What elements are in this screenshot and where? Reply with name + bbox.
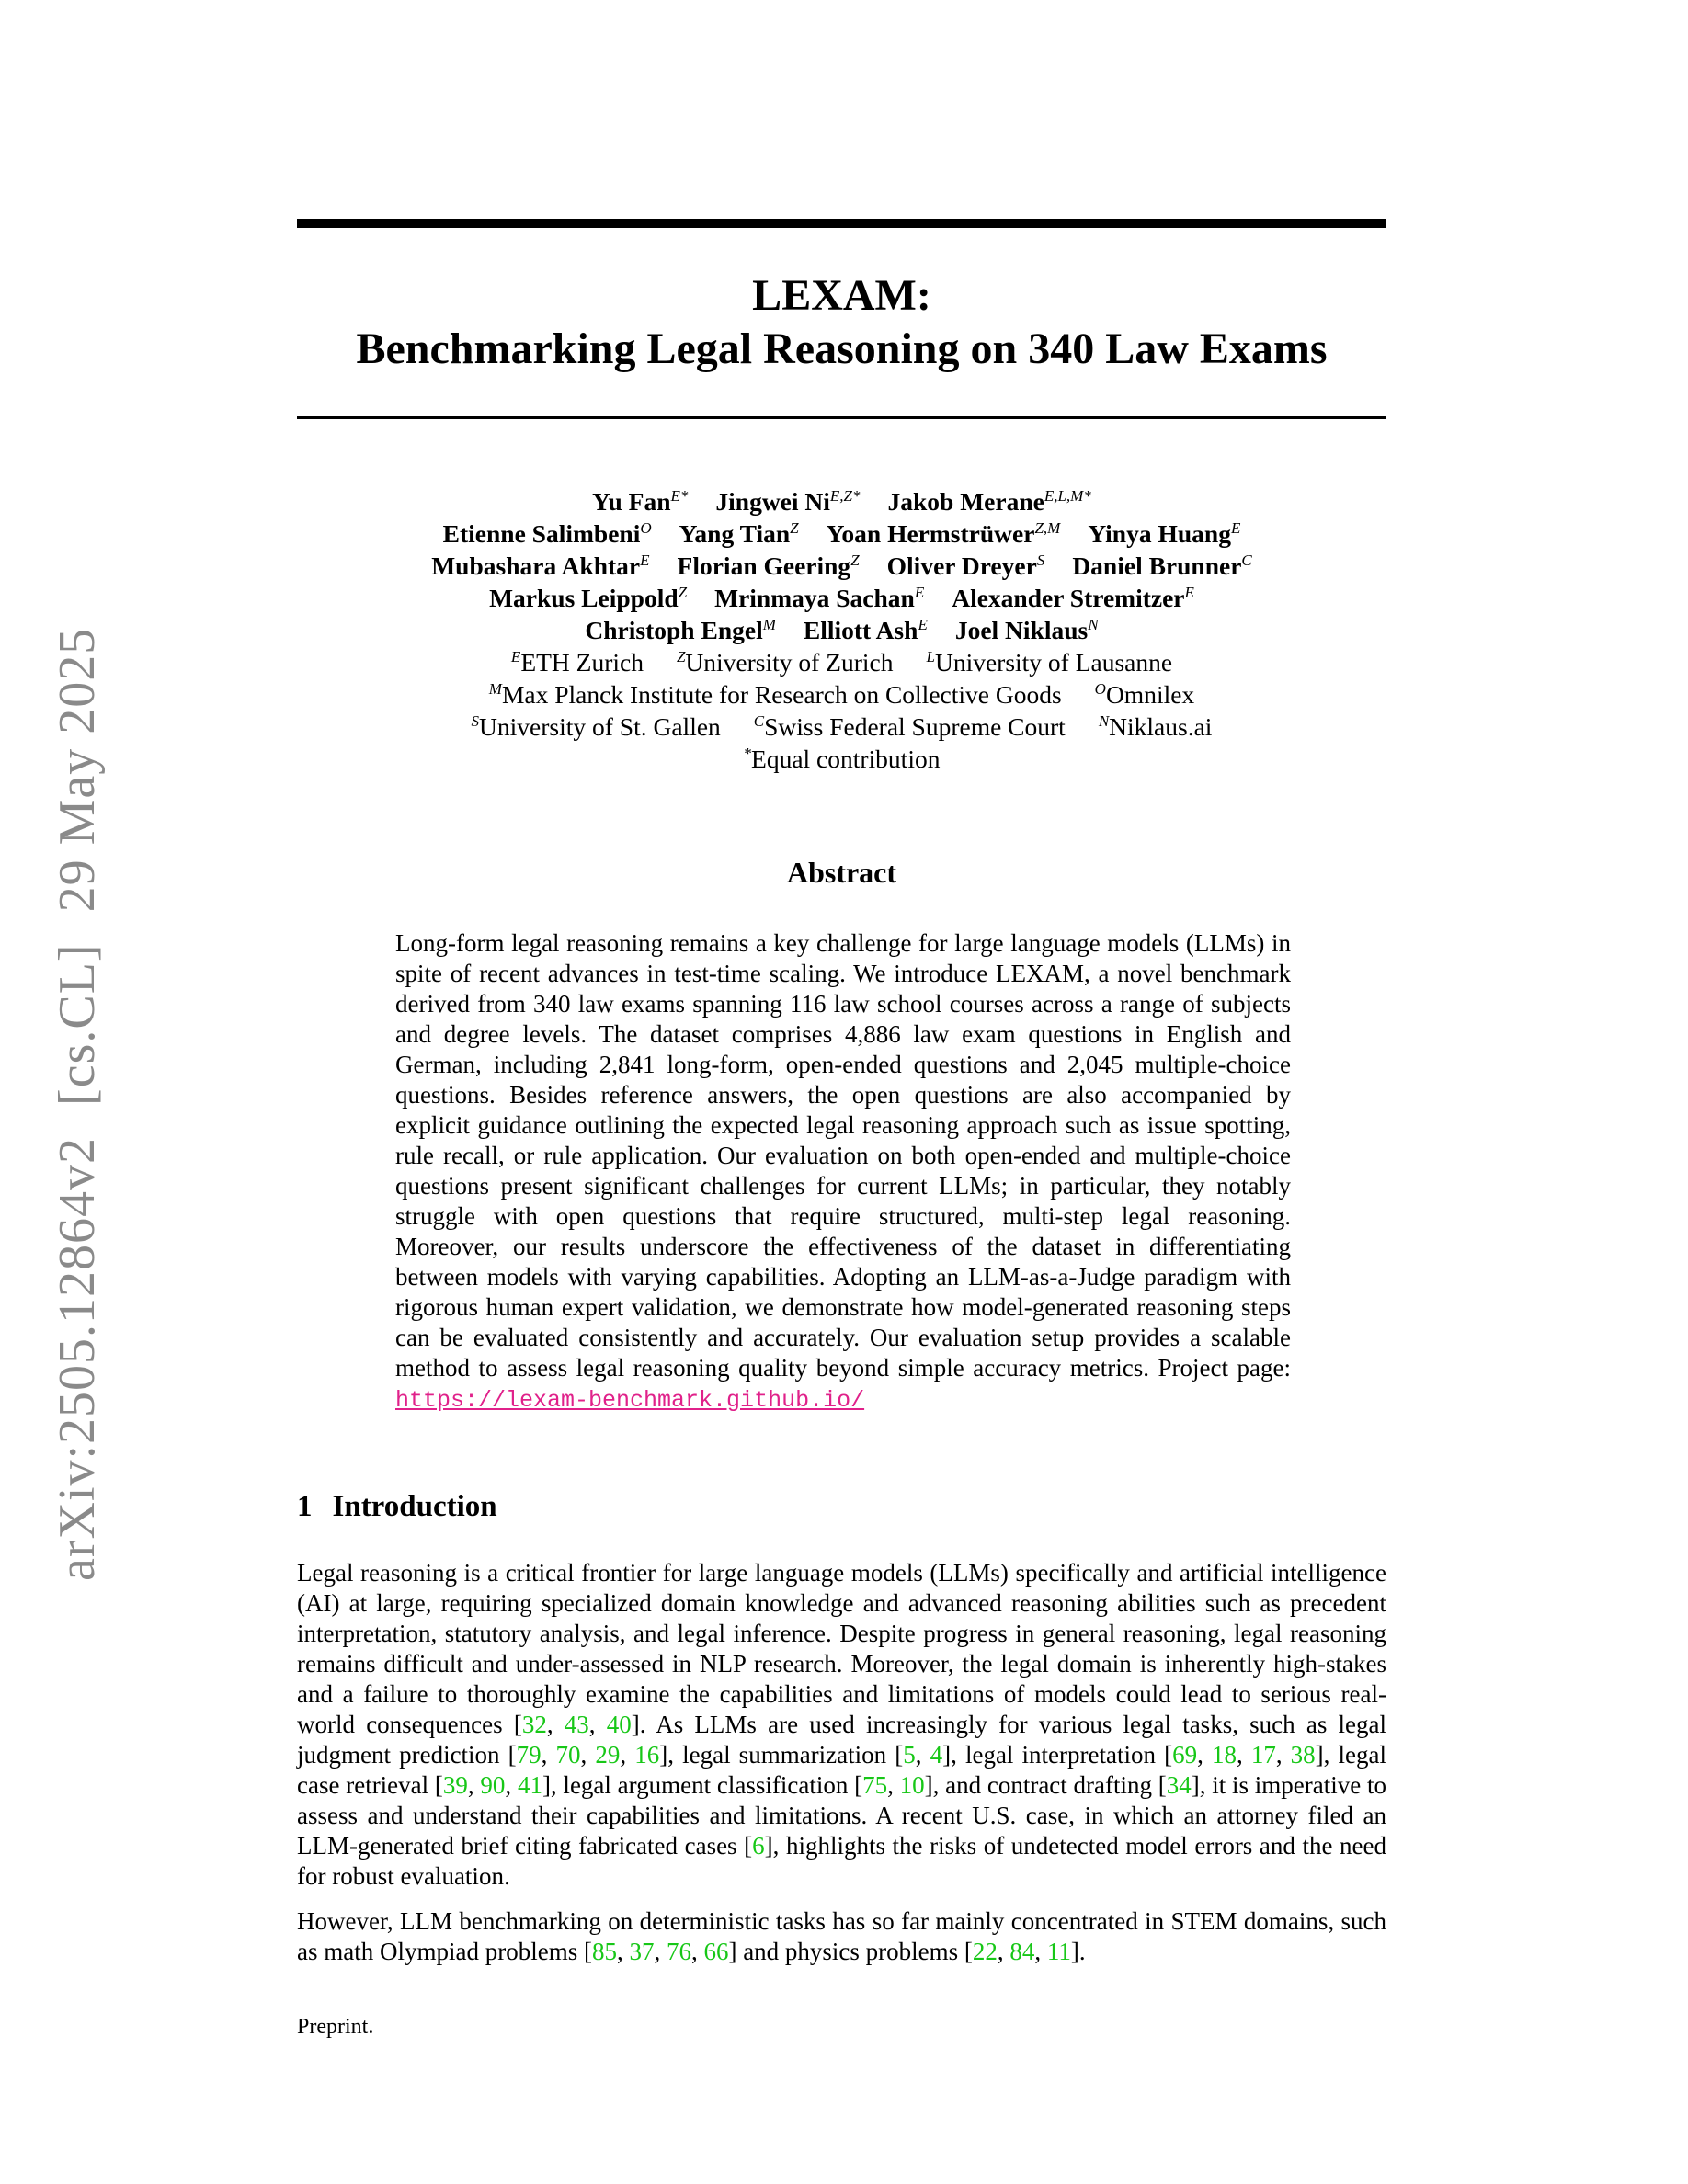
author-name-text: Daniel Brunner bbox=[1072, 552, 1242, 580]
paragraph-text: , bbox=[1197, 1741, 1212, 1769]
author-affiliation-marker: E* bbox=[670, 487, 689, 505]
paragraph-text: , bbox=[997, 1938, 1010, 1965]
abstract-heading: Abstract bbox=[786, 856, 897, 889]
author-name-text: Florian Geering bbox=[677, 552, 851, 580]
citation-link[interactable]: 11 bbox=[1046, 1938, 1071, 1965]
affiliation-name: University of St. Gallen bbox=[479, 712, 721, 741]
author-name bbox=[431, 550, 649, 582]
author-name bbox=[887, 550, 1045, 582]
affiliation-name: Omnilex bbox=[1105, 680, 1195, 709]
author-name-text: Etienne Salimbeni bbox=[442, 519, 641, 548]
arxiv-category: [cs.CL] bbox=[49, 943, 106, 1106]
author-name-text: Joel Niklaus bbox=[954, 616, 1089, 644]
citation-link[interactable]: 34 bbox=[1166, 1771, 1192, 1799]
paper-title-line-2: Benchmarking Legal Reasoning on 340 Law Exams bbox=[356, 324, 1328, 373]
affiliation bbox=[754, 711, 1066, 743]
affiliation bbox=[677, 646, 894, 678]
author-name bbox=[715, 485, 860, 518]
paragraph-text: , bbox=[1275, 1741, 1291, 1769]
citation-link[interactable]: 10 bbox=[899, 1771, 925, 1799]
author-name bbox=[888, 485, 1091, 518]
author-name-text: Mrinmaya Sachan bbox=[714, 584, 915, 612]
citation-link[interactable]: 38 bbox=[1290, 1741, 1316, 1769]
author-list bbox=[297, 485, 1386, 646]
affiliation-row bbox=[297, 743, 1386, 775]
affiliation-marker: E bbox=[510, 648, 521, 665]
paragraph-text: , bbox=[467, 1771, 481, 1799]
author-affiliation-marker: O bbox=[640, 519, 652, 537]
abstract-body: Long-form legal reasoning remains a key challenge for large language models (LLMs) in spite of recent advances in test-time scaling. We introduce LEXAM, a novel benchmark derived from 340 law exams spanning 116 law school courses across a range of subjects and degree levels. The dataset comprises 4,886 law exam questions in English and German, including 2,841 long-form, open-ended questions and 2,045 multiple-choice questions. Besides reference answers, the open questions are also accompanied by explicit guidance outlining the expected legal reasoning approach such as issue spotting, rule recall, or rule application. Our evaluation on both open-ended and multiple-choice questions present significant challenges for current LLMs; in particular, they notably struggle with open questions that require structured, multi-step legal reasoning. Moreover, our results underscore the effectiveness of the dataset in differentiating between models with varying capabilities. Adopting an LLM-as-a-Judge paradigm with rigorous human expert validation, we demonstrate how model-generated reasoning steps can be evaluated consistently and accurately. Our evaluation setup provides a scalable method to assess legal reasoning quality beyond simple accuracy metrics. Project page: bbox=[395, 929, 1291, 1382]
affiliation bbox=[511, 646, 644, 678]
author-affiliation-marker: Z bbox=[790, 519, 799, 537]
project-page-link[interactable]: https://lexam-benchmark.github.io/ bbox=[395, 1387, 865, 1414]
introduction-body bbox=[297, 1558, 1386, 1967]
section-heading-introduction bbox=[297, 1490, 497, 1524]
paragraph-text: ]. bbox=[1070, 1938, 1086, 1965]
author-affiliation-marker: E bbox=[1184, 584, 1194, 601]
paragraph-text: , bbox=[1236, 1741, 1251, 1769]
arxiv-identifier-sidebar bbox=[48, 628, 107, 1581]
citation-link[interactable]: 4 bbox=[930, 1741, 943, 1769]
citation-link[interactable]: 79 bbox=[516, 1741, 542, 1769]
affiliation-marker: M bbox=[488, 680, 502, 698]
paragraph-text: ], legal argument classification [ bbox=[542, 1771, 863, 1799]
paragraph-text: , bbox=[1034, 1938, 1047, 1965]
author-affiliation-marker: C bbox=[1241, 552, 1252, 569]
author-name-text: Markus Leippold bbox=[489, 584, 679, 612]
affiliation-marker: N bbox=[1098, 712, 1110, 730]
author-name-text: Yu Fan bbox=[592, 487, 671, 516]
citation-link[interactable]: 70 bbox=[555, 1741, 581, 1769]
citation-link[interactable]: 39 bbox=[442, 1771, 468, 1799]
affiliation bbox=[1095, 678, 1195, 711]
affiliation bbox=[489, 678, 1062, 711]
author-affiliation-marker: E bbox=[918, 616, 928, 633]
introduction-paragraph-1 bbox=[297, 1558, 1386, 1892]
citation-link[interactable]: 40 bbox=[606, 1711, 632, 1738]
author-row bbox=[297, 485, 1386, 518]
affiliation-list bbox=[297, 646, 1386, 775]
author-name-text: Alexander Stremitzer bbox=[952, 584, 1185, 612]
paragraph-text: , bbox=[505, 1771, 518, 1799]
paragraph-text: ], legal interpretation [ bbox=[942, 1741, 1173, 1769]
paragraph-text: , bbox=[616, 1938, 630, 1965]
citation-link[interactable]: 16 bbox=[634, 1741, 660, 1769]
author-name bbox=[804, 614, 928, 646]
title-rule-bottom bbox=[297, 416, 1386, 419]
section-number: 1 bbox=[297, 1490, 313, 1523]
paragraph-text: , bbox=[546, 1711, 565, 1738]
paragraph-text: , bbox=[690, 1938, 704, 1965]
author-name bbox=[678, 550, 860, 582]
citation-link[interactable]: 41 bbox=[517, 1771, 542, 1799]
author-row bbox=[297, 550, 1386, 582]
paragraph-text: , bbox=[588, 1711, 607, 1738]
citation-link[interactable]: 69 bbox=[1172, 1741, 1198, 1769]
author-name-text: Jakob Merane bbox=[887, 487, 1044, 516]
author-affiliation-marker: E bbox=[1230, 519, 1241, 537]
author-name-text: Mubashara Akhtar bbox=[431, 552, 641, 580]
paragraph-text: ]. As LLMs are used increasingly for various legal tasks, such as legal judgment prediction [ bbox=[297, 1711, 1387, 1769]
author-name bbox=[592, 485, 688, 518]
section-title: Introduction bbox=[332, 1490, 497, 1523]
arxiv-date: 29 May 2025 bbox=[49, 627, 106, 913]
author-affiliation-marker: E bbox=[640, 552, 650, 569]
citation-link[interactable]: 6 bbox=[752, 1832, 765, 1860]
paragraph-text: , bbox=[887, 1771, 900, 1799]
author-name bbox=[1072, 550, 1251, 582]
citation-link[interactable]: 17 bbox=[1250, 1741, 1276, 1769]
citation-link[interactable]: 84 bbox=[1009, 1938, 1035, 1965]
citation-link[interactable]: 22 bbox=[972, 1938, 998, 1965]
paper-title-line-1: LEXAM: bbox=[752, 271, 931, 320]
author-affiliation-marker: Z,M bbox=[1034, 519, 1061, 537]
citation-link[interactable]: 29 bbox=[595, 1741, 621, 1769]
affiliation-name: Niklaus.ai bbox=[1109, 712, 1213, 741]
author-name bbox=[714, 582, 924, 614]
paragraph-text: However, LLM benchmarking on deterministic tasks has so far mainly concentrated in STEM domains, such as math Olympiad problems [ bbox=[297, 1907, 1386, 1965]
affiliation-row bbox=[297, 678, 1386, 711]
author-name bbox=[955, 614, 1099, 646]
author-affiliation-marker: Z bbox=[850, 552, 860, 569]
affiliation-name: University of Lausanne bbox=[934, 648, 1173, 677]
paragraph-text: ], highlights the risks of undetected model errors and the need for robust evaluation. bbox=[297, 1832, 1386, 1890]
affiliation-row bbox=[297, 646, 1386, 678]
paper-title bbox=[297, 269, 1386, 376]
affiliation-marker: C bbox=[753, 712, 765, 730]
citation-link[interactable]: 75 bbox=[862, 1771, 888, 1799]
author-name bbox=[489, 582, 687, 614]
author-name-text: Yoan Hermstrüwer bbox=[826, 519, 1035, 548]
affiliation-marker: L bbox=[926, 648, 935, 665]
paragraph-text: , bbox=[654, 1938, 667, 1965]
affiliation-marker: * bbox=[743, 745, 752, 762]
affiliation-row bbox=[297, 711, 1386, 743]
paragraph-text: , bbox=[915, 1741, 930, 1769]
affiliation bbox=[926, 646, 1172, 678]
affiliation-name: Swiss Federal Supreme Court bbox=[764, 712, 1066, 741]
affiliation-name: University of Zurich bbox=[685, 648, 894, 677]
affiliation bbox=[744, 743, 941, 775]
author-affiliation-marker: N bbox=[1088, 616, 1099, 633]
author-block bbox=[297, 485, 1386, 775]
citation-link[interactable]: 32 bbox=[521, 1711, 547, 1738]
author-name-text: Elliott Ash bbox=[803, 616, 918, 644]
author-name-text: Oliver Dreyer bbox=[886, 552, 1037, 580]
citation-link[interactable]: 37 bbox=[629, 1938, 655, 1965]
author-name-text: Yinya Huang bbox=[1088, 519, 1231, 548]
author-row bbox=[297, 614, 1386, 646]
author-name bbox=[679, 518, 799, 550]
author-name-text: Christoph Engel bbox=[585, 616, 763, 644]
title-rule-top bbox=[297, 219, 1386, 228]
paragraph-text: ], and contract drafting [ bbox=[924, 1771, 1167, 1799]
affiliation-name: Max Planck Institute for Research on Collective Goods bbox=[501, 680, 1062, 709]
author-row bbox=[297, 582, 1386, 614]
citation-link[interactable]: 66 bbox=[703, 1938, 729, 1965]
affiliation bbox=[1099, 711, 1213, 743]
affiliation-marker: S bbox=[471, 712, 480, 730]
author-name bbox=[1088, 518, 1240, 550]
author-name bbox=[585, 614, 775, 646]
author-name bbox=[443, 518, 652, 550]
affiliation bbox=[472, 711, 721, 743]
affiliation-name: ETH Zurich bbox=[520, 648, 644, 677]
paragraph-text: , bbox=[620, 1741, 635, 1769]
author-name bbox=[827, 518, 1061, 550]
author-name-text: Jingwei Ni bbox=[715, 487, 830, 516]
affiliation-marker: O bbox=[1094, 680, 1106, 698]
author-affiliation-marker: E,Z* bbox=[829, 487, 861, 505]
arxiv-id: arXiv:2505.12864v2 bbox=[49, 1136, 106, 1581]
author-name bbox=[952, 582, 1194, 614]
affiliation-name: Equal contribution bbox=[751, 745, 941, 773]
citation-link[interactable]: 85 bbox=[591, 1938, 617, 1965]
paragraph-text: Legal reasoning is a critical frontier for large language models (LLMs) specifically and artificial intelligence (AI) at large, requiring specialized domain knowledge and advanced reasoning abilities such as precedent interpretation, statutory analysis, and legal inference. Despite progress in general reasoning, legal reasoning remains difficult and under-assessed in NLP research. Moreover, the legal domain is inherently high-stakes and a failure to thoroughly examine the capabilities and limitations of models could lead to serious real-world consequences [ bbox=[297, 1559, 1386, 1738]
citation-link[interactable]: 18 bbox=[1211, 1741, 1237, 1769]
paragraph-text: ] and physics problems [ bbox=[728, 1938, 973, 1965]
citation-link[interactable]: 90 bbox=[480, 1771, 506, 1799]
citation-link[interactable]: 5 bbox=[903, 1741, 916, 1769]
paragraph-text: ], legal case retrieval [ bbox=[297, 1741, 1386, 1799]
affiliation-marker: Z bbox=[676, 648, 686, 665]
author-affiliation-marker: S bbox=[1036, 552, 1045, 569]
author-row bbox=[297, 518, 1386, 550]
author-affiliation-marker: Z bbox=[678, 584, 688, 601]
footer-preprint-note: Preprint. bbox=[297, 2015, 374, 2039]
paragraph-text: , bbox=[541, 1741, 556, 1769]
author-name-text: Yang Tian bbox=[679, 519, 791, 548]
citation-link[interactable]: 43 bbox=[564, 1711, 589, 1738]
paragraph-text: ], it is imperative to assess and understand their capabilities and limitations. A recent U.S. case, in which an attorney filed an LLM-generated brief citing fabricated cases [ bbox=[297, 1771, 1387, 1860]
introduction-paragraph-2 bbox=[297, 1906, 1386, 1967]
author-affiliation-marker: M bbox=[762, 616, 776, 633]
abstract-text bbox=[395, 928, 1291, 1416]
author-affiliation-marker: E,L,M* bbox=[1044, 487, 1091, 505]
paragraph-text: ], legal summarization [ bbox=[659, 1741, 904, 1769]
paragraph-text: , bbox=[580, 1741, 596, 1769]
citation-link[interactable]: 76 bbox=[666, 1938, 691, 1965]
author-affiliation-marker: E bbox=[914, 584, 925, 601]
